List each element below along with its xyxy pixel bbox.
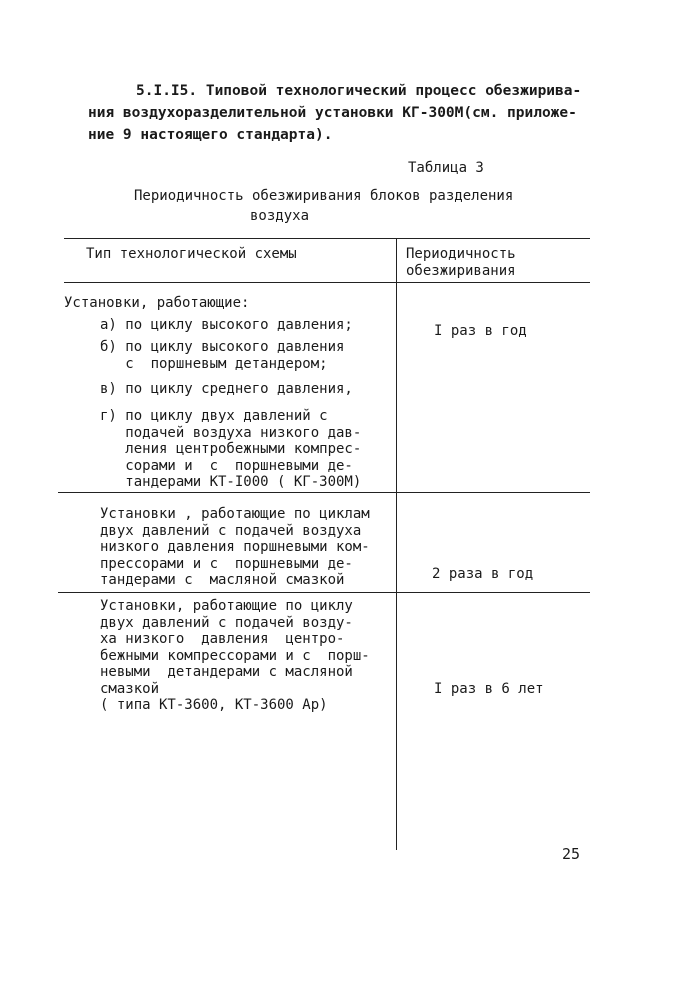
row-1-periodicity: I раз в год — [434, 323, 527, 339]
table-row-1-rule — [58, 492, 590, 493]
table-title-line-2: воздуха — [250, 208, 310, 224]
row-3-line-4: бежными компрессорами и с порш- — [100, 647, 370, 664]
row-2-periodicity: 2 раза в год — [432, 566, 534, 582]
row-1-item-d-line-5: тандерами КТ-I000 ( КГ-300М) — [100, 474, 362, 490]
row-3-description — [100, 598, 370, 714]
header-scheme-type: Тип технологической схемы — [86, 246, 297, 262]
table-row-2-rule — [58, 592, 590, 593]
row-3-line-3: ха низкого давления центро- — [100, 631, 345, 647]
header-periodicity-line-2: обезжиривания — [406, 262, 516, 279]
row-1-item-b-line-1: б) по циклу высокого давления — [100, 339, 345, 355]
row-2-line-3: низкого давления поршневыми ком- — [100, 539, 370, 555]
row-1-intro: Установки, работающие: — [64, 295, 250, 311]
header-periodicity-line-1: Периодичность — [406, 246, 516, 262]
row-3-line-2: двух давлений с подачей возду- — [100, 614, 353, 631]
row-2-line-2: двух давлений с подачей воздуха — [100, 522, 362, 539]
table-top-rule — [64, 238, 590, 239]
paragraph-line-1: 5.I.I5. Типовой технологический процесс обезжирива- — [136, 83, 582, 99]
row-1-item-c-line: в) по циклу среднего давления, — [100, 381, 353, 397]
row-1-item-a — [100, 317, 353, 334]
row-3-line-1: Установки, работающие по циклу — [100, 598, 353, 614]
paragraph-line-2: ния воздухоразделительной установки КГ-300М(см. приложе- — [88, 105, 577, 121]
row-3-periodicity: I раз в 6 лет — [434, 681, 544, 697]
page-number: 25 — [562, 845, 581, 863]
row-1-item-a-line: а) по циклу высокого давления; — [100, 317, 353, 333]
row-3-line-7: ( типа КТ-3600, КТ-3600 Ар) — [100, 697, 328, 713]
row-1-item-c — [100, 381, 353, 398]
row-1-item-b — [100, 339, 344, 372]
header-periodicity — [406, 246, 516, 279]
row-1-item-d-line-1: г) по циклу двух давлений с — [100, 408, 328, 424]
row-2-line-1: Установки , работающие по циклам — [100, 506, 370, 522]
row-2-description — [100, 506, 370, 589]
row-1-item-d-line-2: подачей воздуха низкого дав- — [100, 424, 362, 441]
row-3-line-6: смазкой — [100, 680, 160, 697]
row-1-item-d-line-3: ления центробежными компрес- — [100, 441, 362, 457]
table-header-rule — [64, 282, 590, 283]
row-1-item-b-line-2: с поршневым детандером; — [100, 355, 328, 372]
row-2-line-5: тандерами с масляной смазкой — [100, 572, 345, 588]
row-1-item-d-line-4: сорами и с поршневыми де- — [100, 457, 353, 474]
row-1-item-d — [100, 408, 361, 491]
table-number: Таблица 3 — [408, 160, 484, 176]
row-2-line-4: прессорами и с поршневыми де- — [100, 555, 353, 572]
paragraph-line-3: ние 9 настоящего стандарта). — [88, 127, 333, 143]
table-column-divider — [396, 238, 397, 850]
row-3-line-5: невыми детандерами с масляной — [100, 664, 353, 680]
table-title-line-1: Периодичность обезжиривания блоков разделения — [134, 188, 514, 204]
